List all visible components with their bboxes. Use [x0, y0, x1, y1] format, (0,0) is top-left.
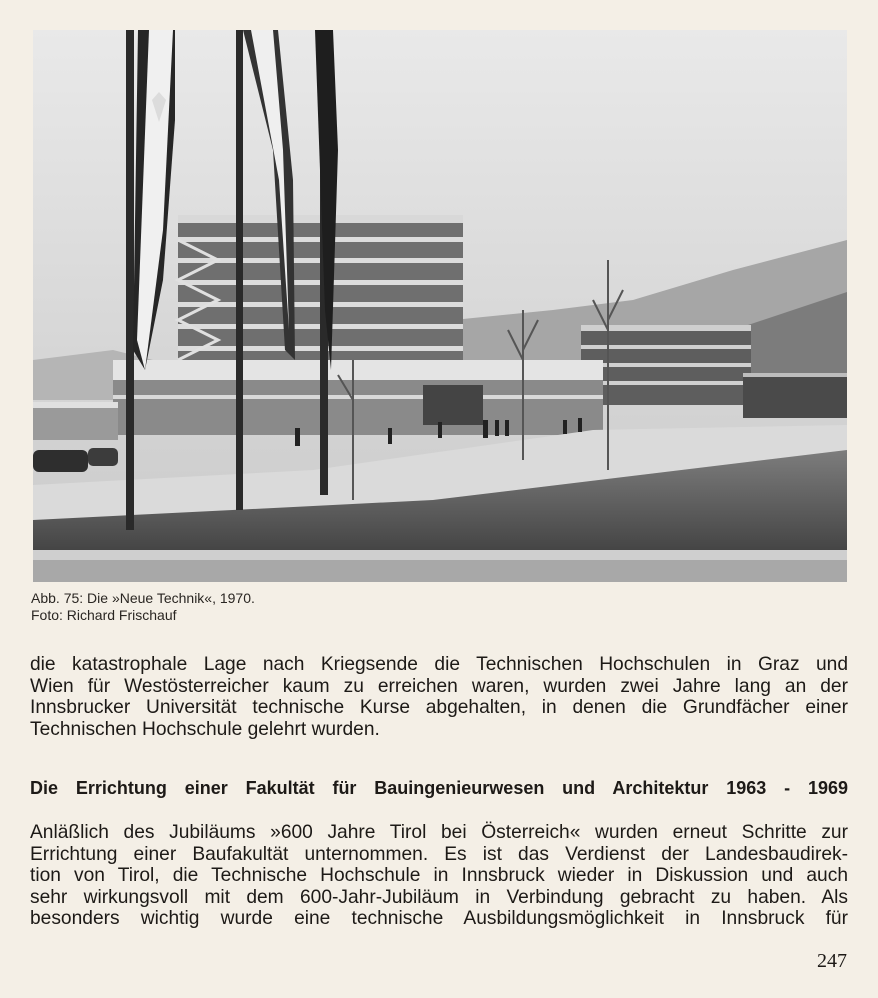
caption-credit: Foto: Richard Frischauf	[31, 607, 177, 623]
paragraph-1	[30, 654, 848, 740]
page-number: 247	[817, 950, 847, 972]
road	[33, 560, 847, 582]
section-heading: Die Errichtung einer Fakultät für Bauingenieurwesen und Architektur 1963 - 1969	[30, 778, 848, 798]
photo-illustration	[33, 30, 847, 582]
paragraph-line: tion von Tirol, die Technische Hochschule in Innsbruck wieder in Diskussion und auch	[30, 865, 848, 887]
photograph-neue-technik	[33, 30, 847, 582]
paragraph-line: die katastrophale Lage nach Kriegsende die Technischen Hochschulen in Graz und	[30, 654, 848, 675]
paragraph-line: Technischen Hochschule gelehrt wurden.	[30, 718, 380, 740]
car	[88, 448, 118, 466]
paragraph-2	[30, 822, 848, 930]
paragraph-line: Innsbrucker Universität technische Kurse abgehalten, in denen die Grundfächer einer	[30, 697, 848, 719]
car	[33, 450, 88, 472]
paragraph-line: Errichtung einer Baufakultät unternommen. Es ist das Verdienst der Landesbaudirek-	[30, 843, 848, 865]
low-building	[33, 360, 603, 440]
paragraph-line: besonders wichtig wurde eine technische Ausbildungsmöglichkeit in Innsbruck für	[30, 908, 848, 930]
paragraph-line: Wien für Westösterreicher kaum zu erreichen waren, wurden zwei Jahre lang an der	[30, 675, 848, 697]
road-curb	[33, 550, 847, 560]
paragraph-line: sehr wirkungsvoll mit dem 600-Jahr-Jubiläum in Verbindung gebracht zu haben. Als	[30, 886, 848, 908]
caption-title: Abb. 75: Die »Neue Technik«, 1970.	[31, 590, 255, 606]
paragraph-line: Anläßlich des Jubiläums »600 Jahre Tirol bei Österreich« wurden erneut Schritte zur	[30, 822, 848, 843]
figure-caption	[31, 590, 255, 624]
